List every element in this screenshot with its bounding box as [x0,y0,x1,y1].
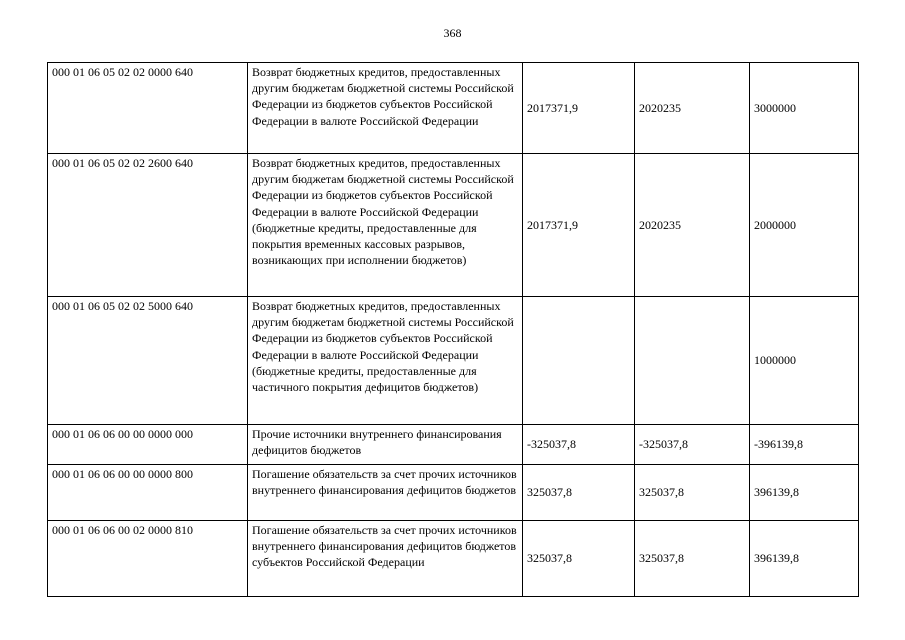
budget-code-cell: 000 01 06 05 02 02 0000 640 [48,63,248,154]
value-cell-year-2: 2020235 [635,154,750,297]
budget-code-cell: 000 01 06 06 00 00 0000 800 [48,465,248,521]
value-cell-year-2: 2020235 [635,63,750,154]
value-cell-year-3: 1000000 [750,297,859,425]
value-cell-year-1: 325037,8 [523,521,635,597]
value-cell-year-3: 396139,8 [750,465,859,521]
value-cell-year-2: 325037,8 [635,521,750,597]
budget-code-cell: 000 01 06 05 02 02 5000 640 [48,297,248,425]
value-cell-year-1 [523,297,635,425]
value-cell-year-1: -325037,8 [523,425,635,465]
table-row [48,465,859,521]
table-row [48,154,859,297]
description-cell: Погашение обязательств за счет прочих источников внутреннего финансирования дефицитов бюджетов субъектов Российской Федерации [248,521,523,597]
value-cell-year-3: 3000000 [750,63,859,154]
description-cell: Возврат бюджетных кредитов, предоставленных другим бюджетам бюджетной системы Российской Федерации из бюджетов субъектов Российской Федерации в валюте Российской Федерации (бюджетные кредиты, предоставленные для частичного покрытия дефицитов бюджетов) [248,297,523,425]
budget-code-cell: 000 01 06 05 02 02 2600 640 [48,154,248,297]
page-number: 368 [443,26,462,40]
budget-sources-table [47,62,859,597]
value-cell-year-1: 2017371,9 [523,154,635,297]
table-row [48,425,859,465]
value-cell-year-2: -325037,8 [635,425,750,465]
table-row [48,63,859,154]
description-cell: Возврат бюджетных кредитов, предоставленных другим бюджетам бюджетной системы Российской Федерации из бюджетов субъектов Российской Федерации в валюте Российской Федерации (бюджетные кредиты, предоставленные для покрытия временных кассовых разрывов, возникающих при исполнении бюджетов) [248,154,523,297]
budget-code-cell: 000 01 06 06 00 02 0000 810 [48,521,248,597]
table-row [48,521,859,597]
description-cell: Прочие источники внутреннего финансирования дефицитов бюджетов [248,425,523,465]
value-cell-year-3: 396139,8 [750,521,859,597]
description-cell: Погашение обязательств за счет прочих источников внутреннего финансирования дефицитов бюджетов [248,465,523,521]
description-cell: Возврат бюджетных кредитов, предоставленных другим бюджетам бюджетной системы Российской Федерации из бюджетов субъектов Российской Федерации в валюте Российской Федерации [248,63,523,154]
value-cell-year-1: 2017371,9 [523,63,635,154]
table-row [48,297,859,425]
value-cell-year-1: 325037,8 [523,465,635,521]
value-cell-year-2 [635,297,750,425]
value-cell-year-3: -396139,8 [750,425,859,465]
budget-code-cell: 000 01 06 06 00 00 0000 000 [48,425,248,465]
value-cell-year-2: 325037,8 [635,465,750,521]
value-cell-year-3: 2000000 [750,154,859,297]
